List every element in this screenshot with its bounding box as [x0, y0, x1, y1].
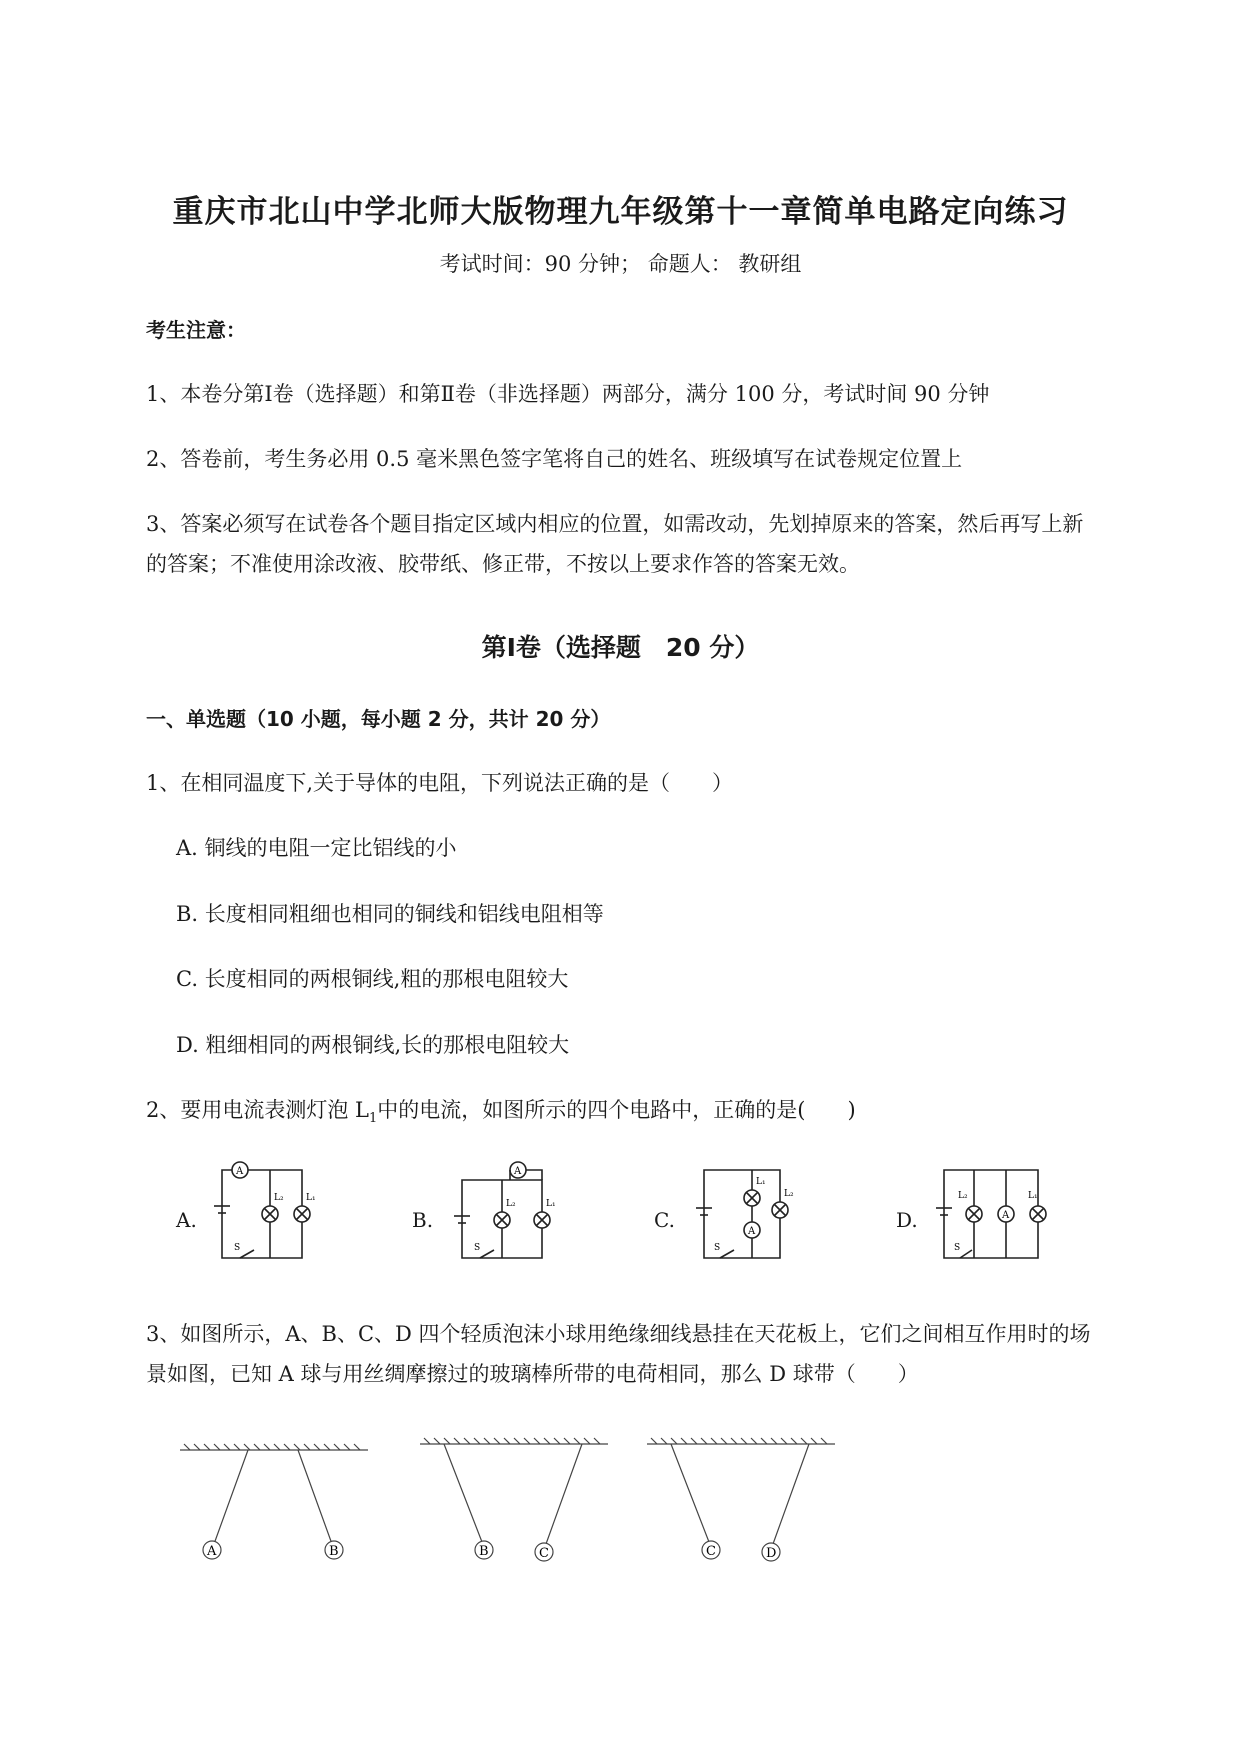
circuit-a-diagram [210, 1158, 350, 1268]
circuit-d-lamp1: L₂ [958, 1191, 968, 1201]
notice-item-3: 3、答案必须写在试卷各个题目指定区域内相应的位置，如需改动，先划掉原来的答案，然后再写上新 [146, 512, 1084, 536]
ball-pair-ab [178, 1440, 370, 1570]
circuit-c-meter: A [748, 1226, 756, 1237]
circuit-d-diagram [932, 1158, 1072, 1268]
ball-b-label: B [329, 1544, 339, 1559]
ball-d-label: D [766, 1546, 777, 1561]
section-title: 第Ⅰ卷（选择题 20 分） [481, 633, 760, 662]
part-heading: 一、单选题（10 小题，每小题 2 分，共计 20 分） [146, 707, 611, 731]
circuit-c-switch: S [714, 1243, 721, 1253]
ball-pair-bc [418, 1434, 610, 1570]
ball-a-label: A [207, 1544, 217, 1559]
circuit-c-label: C. [654, 1208, 675, 1232]
ball-c-label: C [539, 1546, 549, 1561]
circuit-b-diagram [450, 1158, 590, 1268]
notice-item-3-cont: 的答案；不准使用涂改液、胶带纸、修正带，不按以上要求作答的答案无效。 [146, 552, 860, 576]
question-2-stem [146, 1094, 856, 1126]
ball-c2-label: C [706, 1544, 716, 1559]
question-2-stem-sub: 1 [368, 1111, 378, 1127]
notice-heading: 考生注意： [146, 318, 246, 342]
question-2-stem-b: 中的电流，如图所示的四个电路中，正确的是( ) [377, 1098, 856, 1122]
circuit-b-lamp1: L₂ [506, 1199, 516, 1209]
circuit-a-switch: S [234, 1243, 241, 1253]
circuit-c-lamp2: L₂ [784, 1189, 794, 1199]
circuit-d-switch: S [954, 1243, 961, 1253]
circuit-d-lamp2: L₁ [1028, 1191, 1038, 1201]
question-1-stem: 1、在相同温度下,关于导体的电阻，下列说法正确的是（ ） [146, 771, 734, 795]
circuit-a-lamp2: L₁ [306, 1193, 316, 1203]
circuit-b-switch: S [474, 1243, 481, 1253]
question-1-option-a: A. 铜线的电阻一定比铝线的小 [176, 836, 457, 860]
ball-b2-label: B [479, 1544, 489, 1559]
ball-pair-cd [645, 1434, 837, 1570]
circuit-b-label: B. [412, 1208, 434, 1232]
circuit-a-label: A. [176, 1208, 197, 1232]
circuit-b-meter: A [514, 1166, 522, 1177]
circuit-c-lamp1: L₁ [756, 1177, 766, 1187]
circuit-c-diagram [690, 1158, 830, 1268]
circuit-a-meter: A [236, 1166, 244, 1177]
notice-item-1: 1、本卷分第Ⅰ卷（选择题）和第Ⅱ卷（非选择题）两部分，满分 100 分，考试时间 90 分钟 [146, 382, 990, 406]
question-2-stem-a: 2、要用电流表测灯泡 L [146, 1098, 369, 1122]
circuit-a-lamp1: L₂ [274, 1193, 284, 1203]
question-3-stem-line2: 景如图，已知 A 球与用丝绸摩擦过的玻璃棒所带的电荷相同，那么 D 球带（ ） [146, 1362, 919, 1386]
exam-info: 考试时间：90 分钟； 命题人： 教研组 [439, 252, 802, 276]
question-3-stem-line1: 3、如图所示，A、B、C、D 四个轻质泡沫小球用绝缘细线悬挂在天花板上，它们之间相互作用时的场 [146, 1322, 1091, 1346]
circuit-b-lamp2: L₁ [546, 1199, 556, 1209]
page-title: 重庆市北山中学北师大版物理九年级第十一章简单电路定向练习 [172, 194, 1069, 230]
question-1-option-c: C. 长度相同的两根铜线,粗的那根电阻较大 [176, 967, 569, 991]
circuit-d-meter: A [1002, 1210, 1010, 1221]
circuit-d-label: D. [896, 1208, 918, 1232]
question-1-option-b: B. 长度相同粗细也相同的铜线和铝线电阻相等 [176, 902, 604, 926]
question-1-option-d: D. 粗细相同的两根铜线,长的那根电阻较大 [176, 1033, 570, 1057]
notice-item-2: 2、答卷前，考生务必用 0.5 毫米黑色签字笔将自己的姓名、班级填写在试卷规定位置上 [146, 447, 963, 471]
